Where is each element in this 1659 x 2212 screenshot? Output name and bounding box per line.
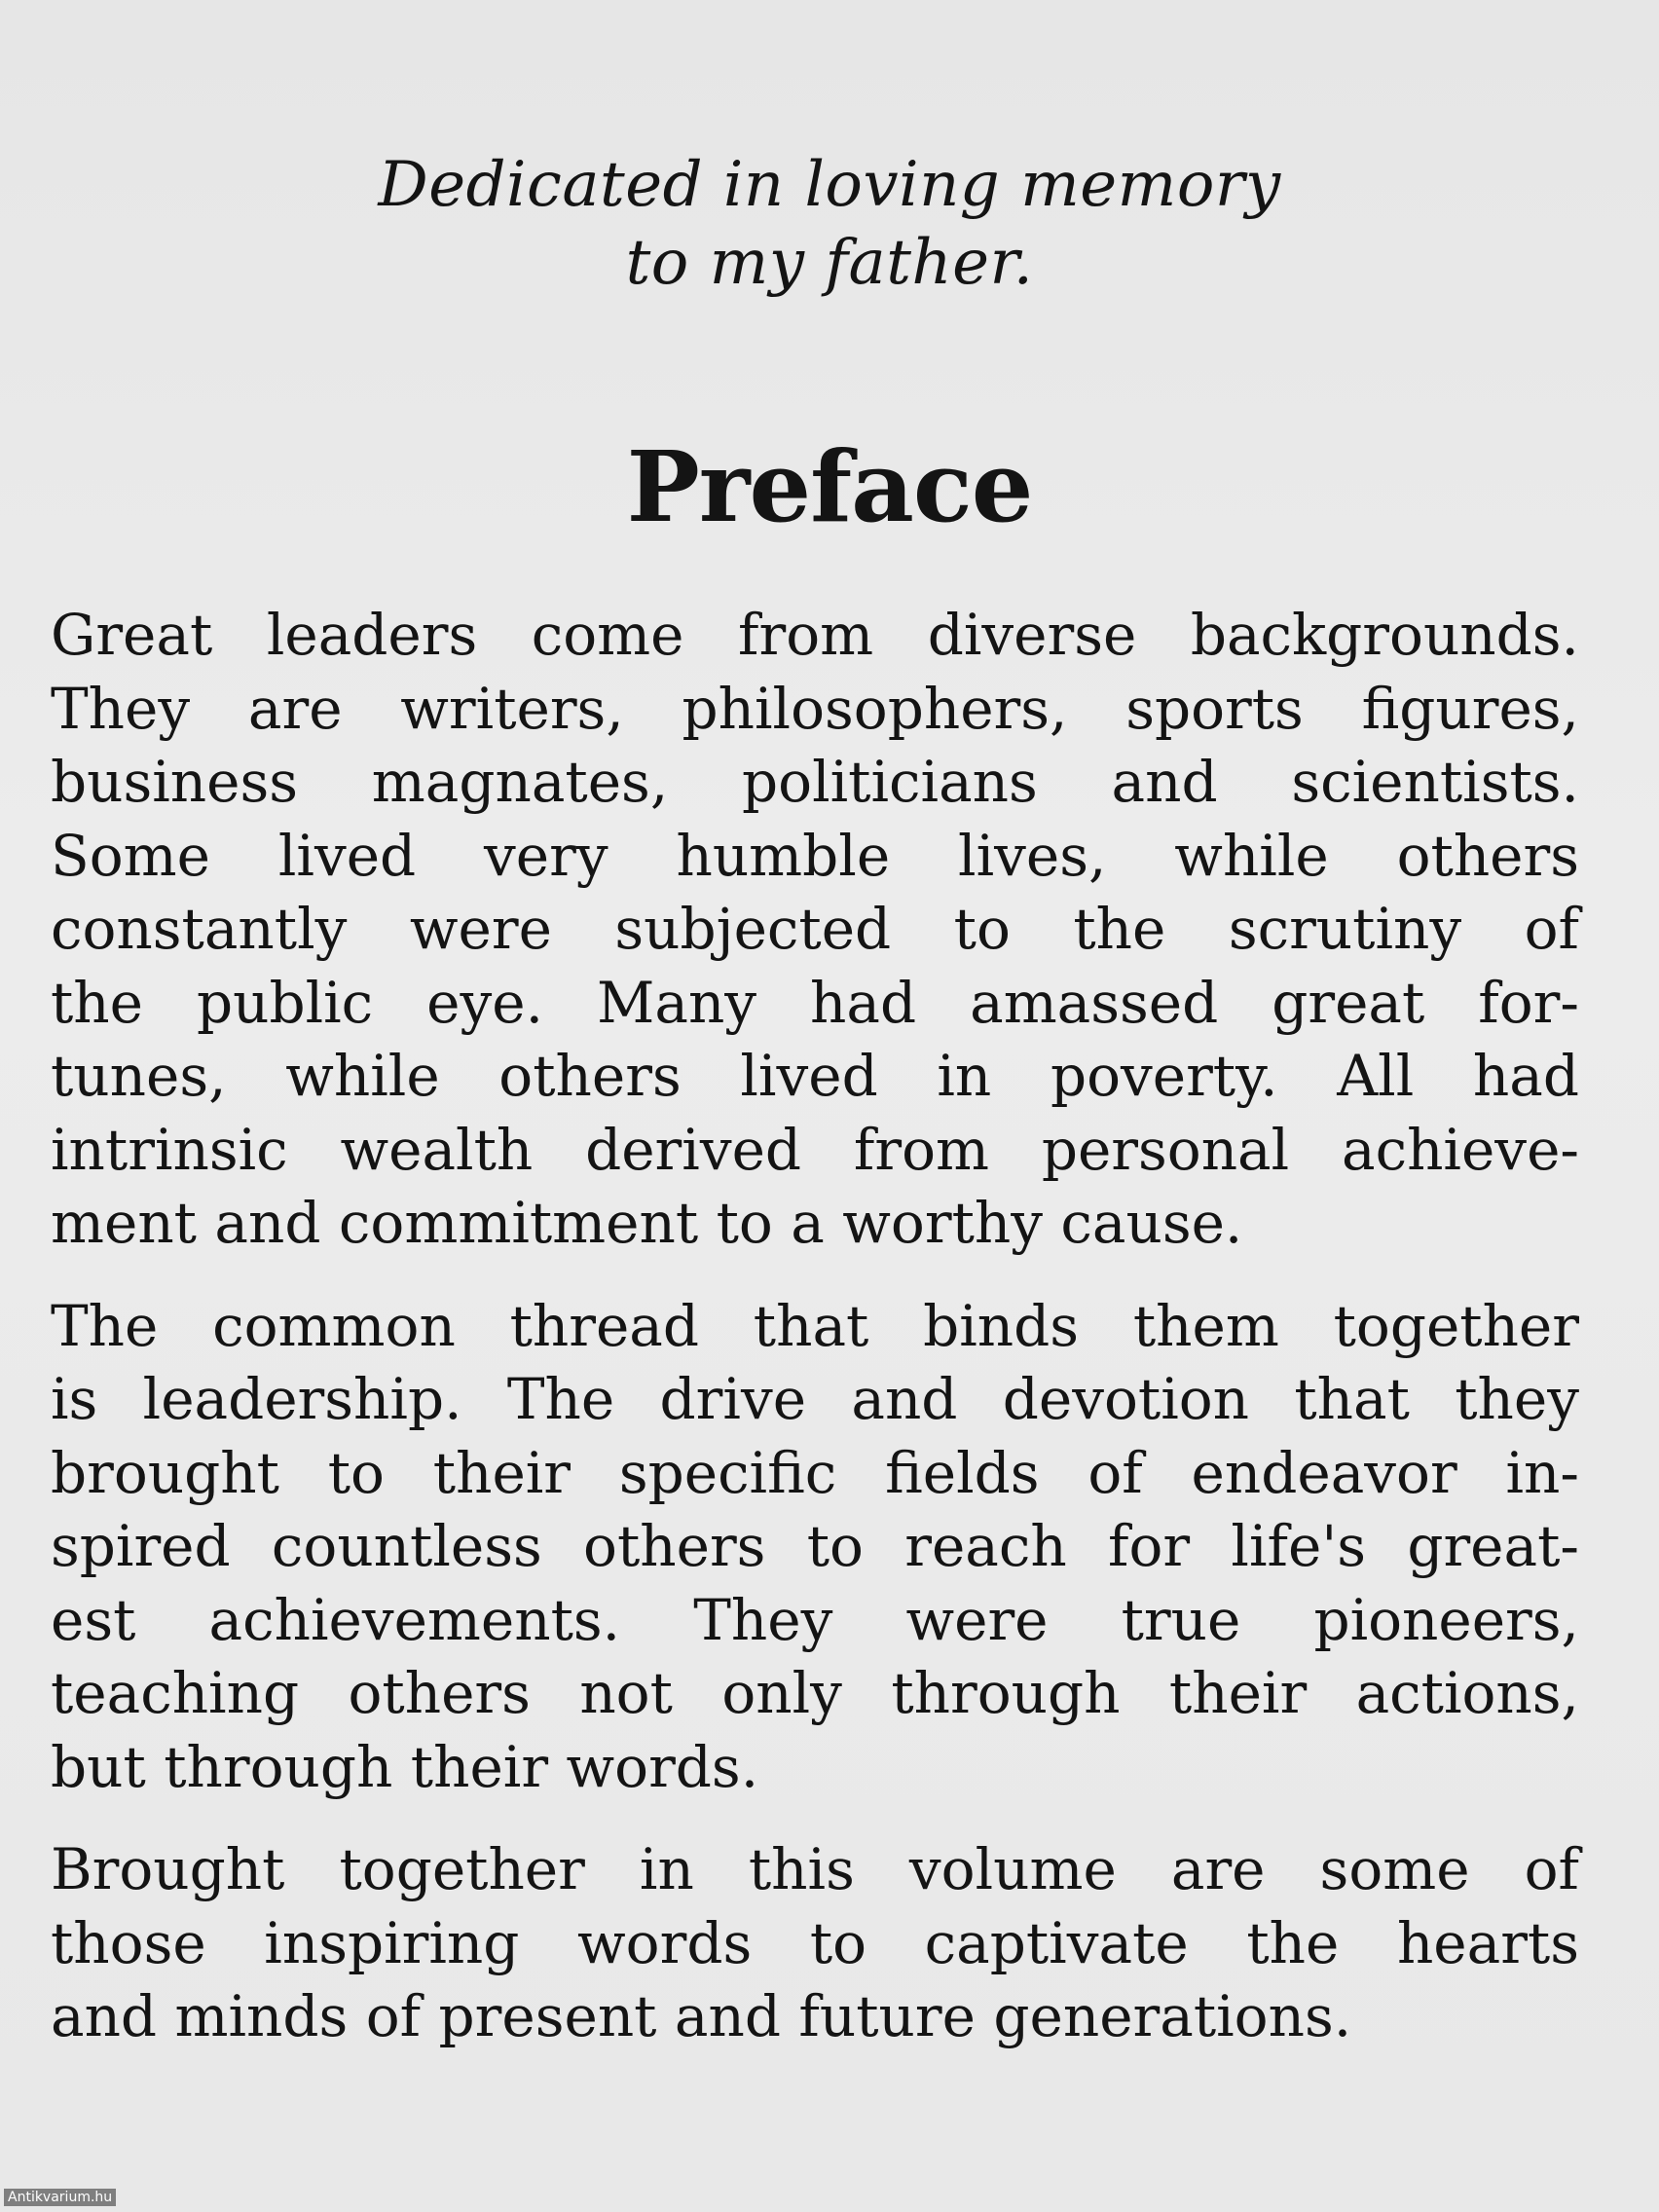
paragraph — [51, 599, 1579, 1261]
text-line: brought to their specific fields of endeavor in- — [51, 1439, 1579, 1506]
text-line: teaching others not only through their actions, — [51, 1660, 1579, 1726]
text-line: The common thread that binds them together — [51, 1292, 1579, 1359]
dedication — [0, 146, 1659, 302]
text-line: is leadership. The drive and devotion that they — [51, 1366, 1579, 1432]
text-line: They are writers, philosophers, sports figures, — [51, 675, 1579, 742]
text-line: but through their words. — [51, 1733, 759, 1800]
text-line: Some lived very humble lives, while others — [51, 822, 1579, 889]
page-title: Preface — [626, 429, 1033, 544]
text-line: constantly were subjected to the scrutiny of — [51, 896, 1579, 962]
text-line: spired countless others to reach for life's great- — [51, 1513, 1579, 1579]
watermark: Antikvarium.hu — [4, 2189, 116, 2206]
text-line: est achievements. They were true pioneers, — [51, 1586, 1579, 1653]
text-line: tunes, while others lived in poverty. All had — [51, 1043, 1579, 1109]
text-line: those inspiring words to captivate the hearts — [51, 1909, 1579, 1976]
dedication-line: to my father. — [625, 227, 1034, 299]
text-line: the public eye. Many had amassed great for- — [51, 969, 1579, 1036]
text-line: ment and commitment to a worthy cause. — [51, 1190, 1243, 1256]
text-line: Brought together in this volume are some of — [51, 1836, 1579, 1902]
text-line: and minds of present and future generations. — [51, 1983, 1352, 2049]
preface-body — [51, 599, 1579, 2083]
text-line: Great leaders come from diverse backgrounds. — [51, 602, 1579, 668]
paragraph — [51, 1290, 1579, 1805]
text-line: intrinsic wealth derived from personal achieve- — [51, 1116, 1579, 1183]
dedication-line: Dedicated in loving memory — [378, 149, 1281, 221]
text-line: business magnates, politicians and scientists. — [51, 749, 1579, 815]
paragraph — [51, 1833, 1579, 2054]
